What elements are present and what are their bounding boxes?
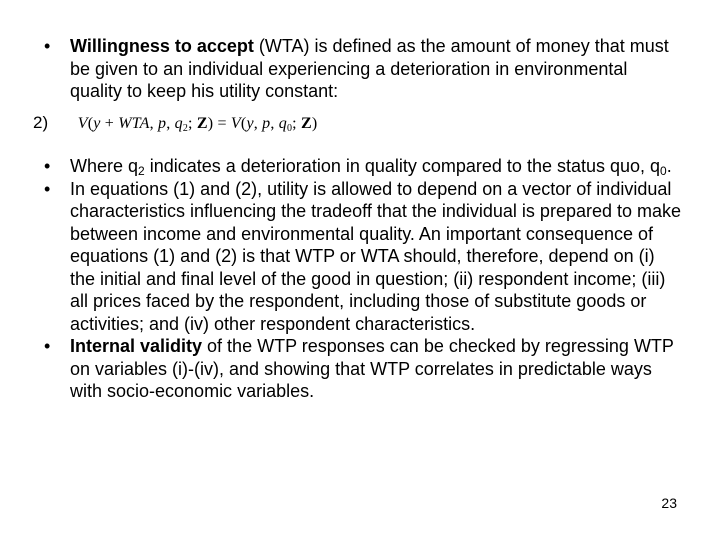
- eq-q: q: [278, 115, 287, 132]
- bullet-list-bottom: [44, 155, 684, 403]
- bullet-item-q2-definition: [44, 155, 684, 178]
- eq-equals: =: [213, 115, 231, 132]
- page-number: 23: [661, 495, 677, 511]
- bullet-icon: •: [44, 178, 51, 199]
- q2-subscript: 2: [138, 164, 145, 178]
- internal-validity-term: Internal validity: [70, 336, 203, 356]
- q2-text-c: .: [666, 156, 672, 176]
- eq-v-left: V: [77, 115, 88, 132]
- eq-q-subscript: 0: [286, 123, 293, 134]
- bullet-icon: •: [44, 36, 51, 56]
- wta-term: Willingness to accept: [70, 36, 254, 56]
- bullet-list-top: [44, 35, 684, 103]
- bullet-item-internal-validity: [44, 335, 684, 403]
- utility-dependence-text: In equations (1) and (2), utility is allowed to depend on a vector of individual characteristics influencing the tradeoff that the individual is prepared to make between income and environmental quality. An important consequence of equations (1) and (2) is that WTP or WTA should, therefore, depend on (i) the initial and final level of the good in question; (ii) respondent income; (iii) all prices faced by the respondent, including those of substitute goods or activities; and (iv) other respondent characteristics.: [70, 178, 682, 334]
- q2-text-a: Where q: [70, 156, 139, 176]
- equation-2: [78, 115, 318, 132]
- eq-paren: (: [87, 115, 94, 132]
- eq-semicolon: ;: [292, 115, 302, 132]
- bullet-icon: •: [44, 156, 51, 176]
- bullet-item-utility-dependence: [44, 178, 684, 336]
- equation-row: [33, 112, 317, 135]
- eq-paren: (: [240, 115, 247, 132]
- bullet-item-wta-definition: [44, 35, 684, 103]
- eq-y: y: [93, 115, 101, 132]
- eq-wta: WTA: [118, 115, 150, 132]
- eq-q: q: [174, 115, 183, 132]
- bullet-icon: •: [44, 336, 51, 356]
- eq-comma: ,: [149, 115, 159, 132]
- eq-semicolon: ;: [188, 115, 197, 132]
- eq-p: p: [262, 115, 271, 132]
- wta-definition-text: (WTA) is defined as the amount of money that must be given to an individual experiencing a deterioration in environmental quality to keep his utility constant:: [70, 36, 669, 101]
- eq-q-subscript: 2: [182, 123, 189, 134]
- eq-comma: ,: [166, 115, 175, 132]
- eq-paren: ): [207, 115, 214, 132]
- eq-comma: ,: [270, 115, 279, 132]
- q2-text-b: indicates a deterioration in quality compared to the status quo, q: [144, 156, 661, 176]
- q0-subscript: 0: [660, 164, 667, 178]
- internal-validity-text: of the WTP responses can be checked by regressing WTP on variables (i)-(iv), and showing that WTP correlates in predictable ways with socio-economic variables.: [70, 336, 674, 401]
- equation-number: 2): [33, 113, 49, 132]
- eq-paren: ): [311, 115, 318, 132]
- eq-plus: +: [100, 115, 119, 132]
- eq-y: y: [246, 115, 254, 132]
- eq-p: p: [158, 115, 167, 132]
- eq-v-right: V: [230, 115, 241, 132]
- eq-comma: ,: [253, 115, 263, 132]
- eq-z: Z: [301, 115, 312, 132]
- eq-z: Z: [196, 115, 208, 132]
